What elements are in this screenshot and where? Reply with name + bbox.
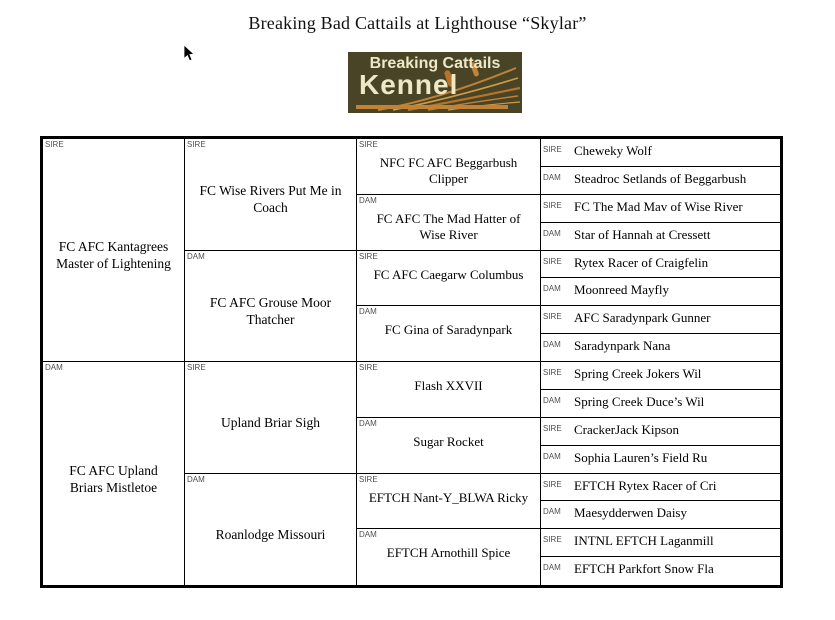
dog-name: Flash XXVII [414,378,483,393]
relation-label: DAM [187,474,205,484]
pedigree-cell-sire [541,251,780,279]
dog-name: EFTCH Parkfort Snow Fla [574,561,714,577]
pedigree-cell-dam [541,334,780,362]
pedigree-cell-dam [185,251,357,363]
kennel-logo [348,52,522,113]
relation-label: SIRE [543,479,562,489]
relation-label: SIRE [543,423,562,433]
logo-text-line1: Breaking Cattails [369,55,501,72]
dog-name: Roanlodge Missouri [215,526,326,542]
dog-name: FC AFC Caegarw Columbus [373,266,524,282]
relation-label: SIRE [359,251,378,261]
logo-text-line2: Kennel [359,69,459,100]
relation-label: DAM [543,507,561,517]
dog-name: FC AFC The Mad Hatter of Wise River [376,210,521,242]
pedigree-cell-dam [357,195,541,251]
relation-label: SIRE [543,145,562,154]
dog-name: FC Wise Rivers Put Me in Coach [199,183,342,216]
dog-name: EFTCH Rytex Racer of Cri [574,477,717,493]
dog-name: FC The Mad Mav of Wise River [574,198,743,214]
pedigree-cell-sire [541,474,780,502]
relation-label: DAM [359,307,377,317]
pedigree-cell-dam [541,446,780,474]
relation-label: DAM [359,195,377,205]
relation-label: DAM [359,418,377,428]
relation-label: DAM [187,251,205,261]
pedigree-cell-sire [357,251,541,307]
pedigree-cell-dam [541,557,780,585]
dog-name: Rytex Racer of Craigfelin [574,254,709,270]
mouse-cursor-icon [183,44,195,62]
relation-label: SIRE [187,363,206,372]
dog-name: Sophia Lauren’s Field Ru [574,449,708,465]
pedigree-cell-sire [357,139,541,195]
pedigree-cell-dam [357,306,541,362]
pedigree-cell-dam [357,529,541,585]
pedigree-cell-sire [185,362,357,474]
relation-label: SIRE [359,363,378,372]
pedigree-cell-dam [541,501,780,529]
relation-label: DAM [543,228,561,238]
pedigree-cell-sire [541,139,780,167]
dog-name: Moonreed Mayfly [574,282,669,298]
relation-label: SIRE [543,200,562,210]
relation-label: SIRE [543,535,562,545]
pedigree-cell-sire [541,195,780,223]
dog-name: FC Gina of Saradynpark [384,322,513,338]
dog-name: AFC Saradynpark Gunner [574,310,711,326]
relation-label: SIRE [543,312,562,322]
relation-label: SIRE [359,140,378,149]
relation-label: DAM [359,530,377,540]
dog-name: INTNL EFTCH Laganmill [574,533,714,549]
relation-label: DAM [543,563,561,573]
dog-name: Spring Creek Jokers Wil [574,366,702,381]
dog-name: FC AFC Upland Briars Mistletoe [69,462,158,495]
dog-name: Sugar Rocket [413,433,484,449]
pedigree-cell-sire [541,362,780,390]
dog-name: Spring Creek Duce’s Wil [574,393,705,409]
pedigree-cell-dam [43,362,185,585]
page-title: Breaking Bad Cattails at Lighthouse “Skylar” [248,13,587,33]
dog-name: Upland Briar Sigh [221,414,320,430]
pedigree-cell-dam [541,390,780,418]
dog-name: Maesydderwen Daisy [574,505,687,521]
relation-label: SIRE [543,368,562,377]
dog-name: EFTCH Arnothill Spice [386,545,511,561]
dog-name: CrackerJack Kipson [574,421,680,437]
pedigree-cell-sire [541,529,780,557]
pedigree-table [40,136,783,588]
dog-name: Saradynpark Nana [574,338,671,354]
relation-label: SIRE [187,140,206,149]
pedigree-cell-sire [185,139,357,251]
dog-name: Cheweky Wolf [574,143,652,158]
pedigree-cell-dam [541,223,780,251]
pedigree-cell-sire [541,418,780,446]
pedigree-cell-dam [357,418,541,474]
relation-label: SIRE [543,256,562,266]
pedigree-cell-dam [541,278,780,306]
dog-name: FC AFC Grouse Moor Thatcher [209,294,332,327]
relation-label: DAM [543,340,561,350]
dog-name: NFC FC AFC Beggarbush Clipper [379,155,518,186]
pedigree-cell-dam [185,474,357,586]
pedigree-cell-sire [541,306,780,334]
relation-label: DAM [45,363,63,372]
dog-name: Star of Hannah at Cressett [574,226,711,242]
dog-name: Steadroc Setlands of Beggarbush [574,170,747,186]
dog-name: FC AFC Kantagrees Master of Lightening [56,239,171,271]
relation-label: DAM [543,395,561,405]
pedigree-cell-sire [357,362,541,418]
pedigree-cell-sire [43,139,185,362]
pedigree-cell-sire [357,474,541,530]
dog-name: EFTCH Nant-Y_BLWA Ricky [368,489,529,505]
relation-label: DAM [543,284,561,294]
relation-label: SIRE [359,474,378,484]
relation-label: DAM [543,172,561,182]
relation-label: SIRE [45,140,64,149]
relation-label: DAM [543,451,561,461]
pedigree-cell-dam [541,167,780,195]
